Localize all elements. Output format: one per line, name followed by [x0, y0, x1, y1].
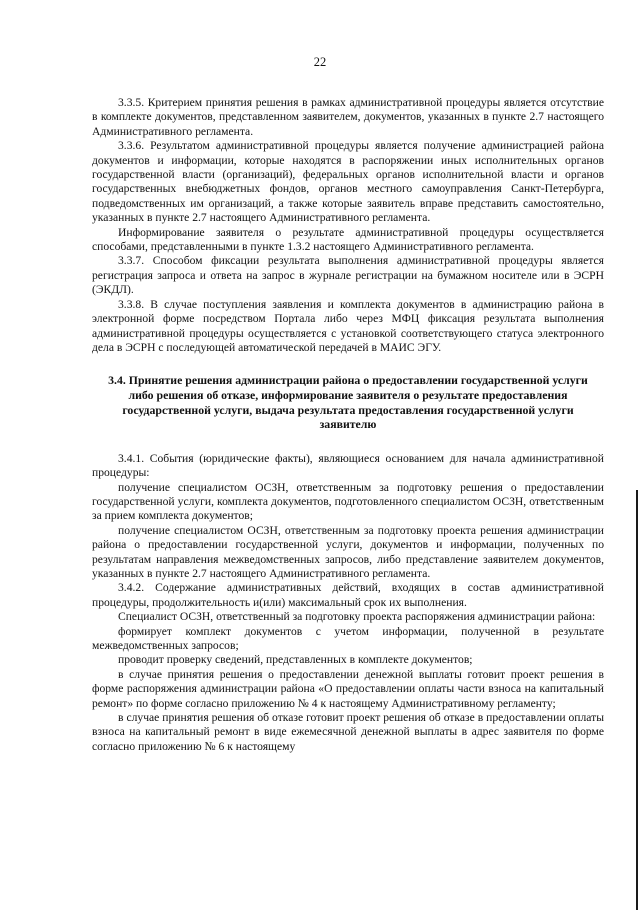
document-body [92, 96, 604, 754]
paragraph-3-3-5: 3.3.5. Критерием принятия решения в рамках административной процедуры является отсутствие в комплекте документов, представленном заявителем, документов, указанных в пункте 2.7 настоящего Административного регламента. [92, 96, 604, 138]
list-item-checks-info: проводит проверку сведений, представленных в комплекте документов; [118, 653, 473, 667]
paragraph-3-3-7: 3.3.7. Способом фиксации результата выполнения административной процедуры является регистрация запроса и ответа на запрос в журнале регистрации на бумажном носителе или в ЭСРН (ЭКДЛ). [92, 254, 604, 297]
list-item-refusal-decision: в случае принятия решения об отказе готовит проект решения об отказе в предоставлении оплаты взноса на капитальный ремонт в виде ежемесячной денежной выплаты в адрес заявителя по форме согласно приложению № 6 к настоящему [92, 711, 604, 753]
paragraph-3-3-6: 3.3.6. Результатом административной процедуры является получение администрацией района документов и информации, которые находятся в распоряжении иных исполнительных органов государственной власти (организаций), федеральных органов исполнительной власти и органов государственных внебюджетных фондов, органов местного самоуправления Санкт-Петербурга, подведомственных им организаций, а также которые заявитель вправе представить самостоятельно, указанных в пункте 2.7 настоящего Административного регламента. [92, 139, 604, 225]
list-item-receipt-project: получение специалистом ОСЗН, ответственным за подготовку проекта решения администрации района о предоставлении государственной услуги, документов и информации, полученных по результатам направления межведомственных запросов, либо представление заявителем документов, указанных в пункте 2.7 настоящего Административного регламента. [92, 523, 604, 580]
list-item-forms-package: формирует комплект документов с учетом информации, полученной в результате межведомственных запросов; [92, 624, 604, 652]
paragraph-specialist: Специалист ОСЗН, ответственный за подготовку проекта распоряжения администрации района: [118, 610, 596, 624]
paragraph-3-4-1: 3.4.1. События (юридические факты), являющиеся основанием для начала административной процедуры: [92, 451, 604, 480]
paragraph-3-3-8: 3.3.8. В случае поступления заявления и комплекта документов в администрацию района в электронной форме посредством Портала либо через МФЦ фиксация результата выполнения административной процедуры осуществляется с установкой соответствующего статуса электронного дела в ЭСРН с последующей автоматической передачей в МАИС ЭГУ. [92, 297, 604, 354]
paragraph-informing: Информирование заявителя о результате административной процедуры осуществляется способами, представленными в пункте 1.3.2 настоящего Административного регламента. [92, 225, 604, 254]
section-heading-3-4: 3.4. Принятие решения администрации района о предоставлении государственной услуги либо решения об отказе, информирование заявителя о результате предоставления государственной услуги, выдача результата предоставления государственной услуги заявителю [108, 373, 588, 432]
page-number: 22 [313, 55, 327, 69]
list-item-receipt-decision: получение специалистом ОСЗН, ответственным за подготовку решения о предоставлении государственной услуги, комплекта документов, подготовленного специалистом ОСЗН, ответственным за прием комплекта документов; [92, 480, 604, 523]
scan-edge-mark [636, 490, 638, 910]
paragraph-3-4-2: 3.4.2. Содержание административных действий, входящих в состав административной процедуры, продолжительность и(или) максимальный срок их выполнения. [92, 581, 604, 609]
list-item-grant-decision: в случае принятия решения о предоставлении денежной выплаты готовит проект решения в форме распоряжения администрации района «О предоставлении оплаты части взноса на капитальный ремонт» по форме согласно приложению № 4 к настоящему Административному регламенту; [92, 667, 604, 710]
